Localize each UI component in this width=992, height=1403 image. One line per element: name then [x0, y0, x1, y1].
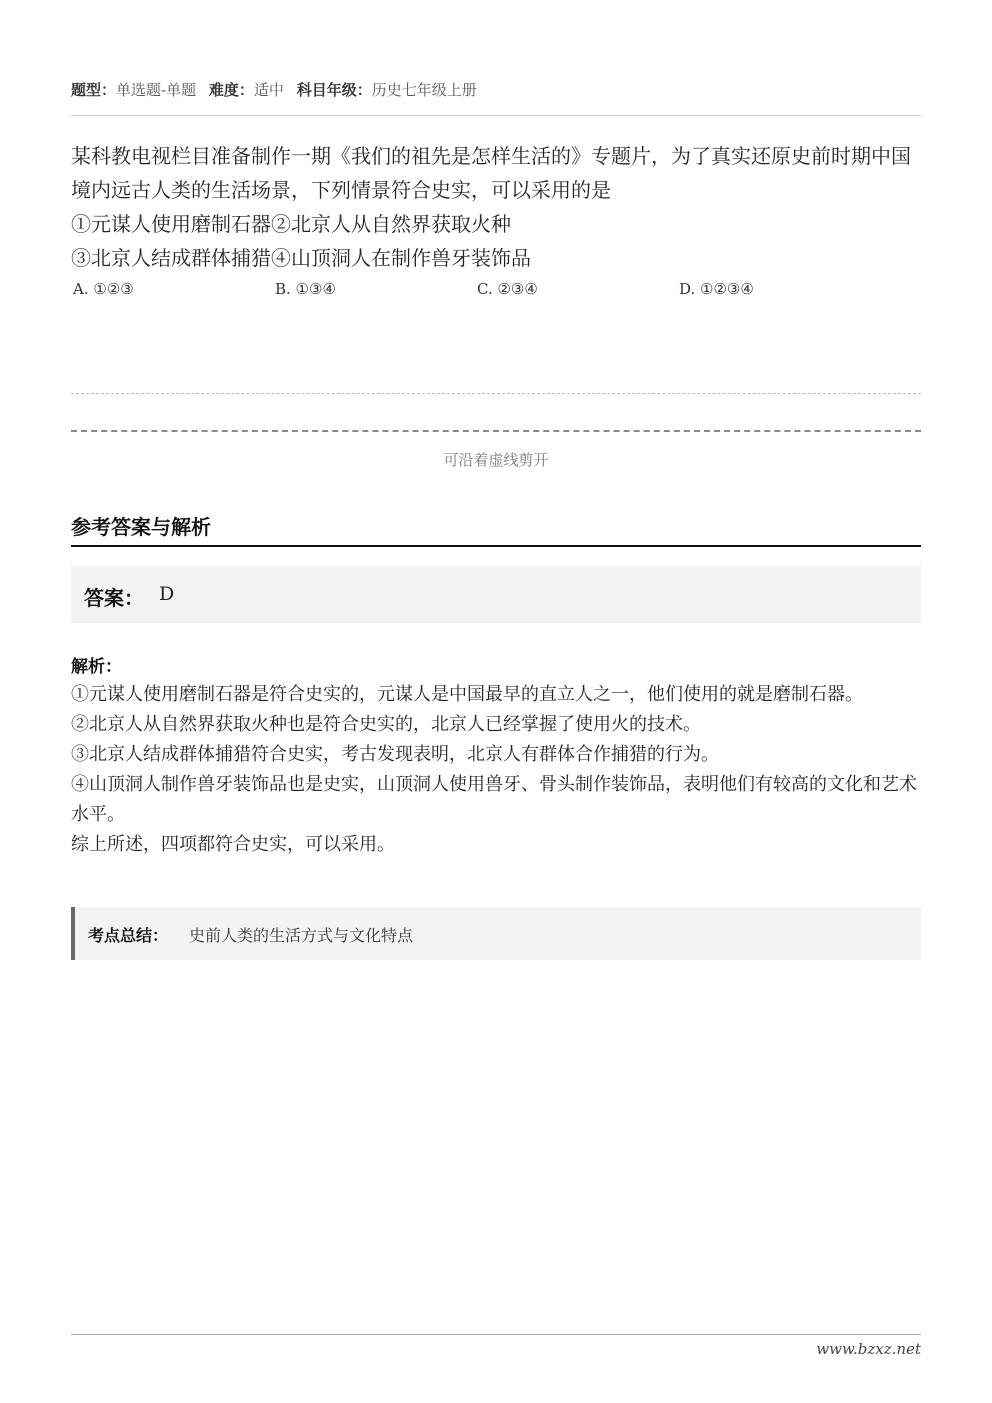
subject-value: 历史七年级上册 — [371, 81, 477, 99]
cut-line — [71, 430, 921, 432]
question-body — [71, 139, 921, 275]
analysis-line: ④山顶洞人制作兽牙装饰品也是史实，山顶洞人使用兽牙、骨头制作装饰品，表明他们有较高的文化和艺术水平。 — [71, 774, 917, 825]
analysis-text — [71, 680, 921, 860]
answer-value: D — [159, 583, 175, 605]
question-line-2: ③北京人结成群体捕猎④山顶洞人在制作兽牙装饰品 — [71, 246, 531, 270]
header-divider — [71, 115, 921, 116]
analysis-line: ③北京人结成群体捕猎符合史实，考古发现表明，北京人有群体合作捕猎的行为。 — [71, 744, 719, 765]
subject-label: 科目年级： — [296, 81, 372, 99]
option-a[interactable]: A. ①②③ — [73, 280, 134, 298]
difficulty-value: 适中 — [253, 81, 284, 99]
footer-site-link[interactable]: www.bzxz.net — [816, 1340, 921, 1358]
keypoint-value: 史前人类的生活方式与文化特点 — [189, 926, 414, 945]
option-c[interactable]: C. ②③④ — [477, 280, 538, 298]
analysis-line: ①元谋人使用磨制石器是符合史实的，元谋人是中国最早的直立人之一，他们使用的就是磨制石器。 — [71, 684, 863, 705]
answer-box — [71, 566, 921, 623]
keypoint-label: 考点总结： — [88, 926, 169, 945]
analysis-label: 解析： — [71, 657, 122, 677]
solution-title: 参考答案与解析 — [71, 515, 211, 539]
question-stem: 某科教电视栏目准备制作一期《我们的祖先是怎样生活的》专题片，为了真实还原史前时期中国境内远古人类的生活场景，下列情景符合史实，可以采用的是 — [71, 144, 911, 202]
analysis-line: ②北京人从自然界获取火种也是符合史实的，北京人已经掌握了使用火的技术。 — [71, 714, 701, 735]
option-d[interactable]: D. ①②③④ — [679, 280, 754, 298]
type-value: 单选题-单题 — [116, 81, 197, 99]
cut-hint: 可沿着虚线剪开 — [443, 451, 549, 469]
footer-divider — [71, 1334, 921, 1335]
solution-divider — [71, 545, 921, 547]
analysis-line: 综上所述，四项都符合史实，可以采用。 — [71, 834, 395, 855]
keypoint-box — [71, 907, 921, 960]
question-line-1: ①元谋人使用磨制石器②北京人从自然界获取火种 — [71, 212, 511, 236]
difficulty-label: 难度： — [208, 81, 254, 99]
type-label: 题型： — [71, 81, 117, 99]
answer-label: 答案： — [84, 586, 144, 610]
option-b[interactable]: B. ①③④ — [275, 280, 336, 298]
question-meta — [71, 79, 485, 100]
dashed-divider-light — [71, 393, 921, 394]
